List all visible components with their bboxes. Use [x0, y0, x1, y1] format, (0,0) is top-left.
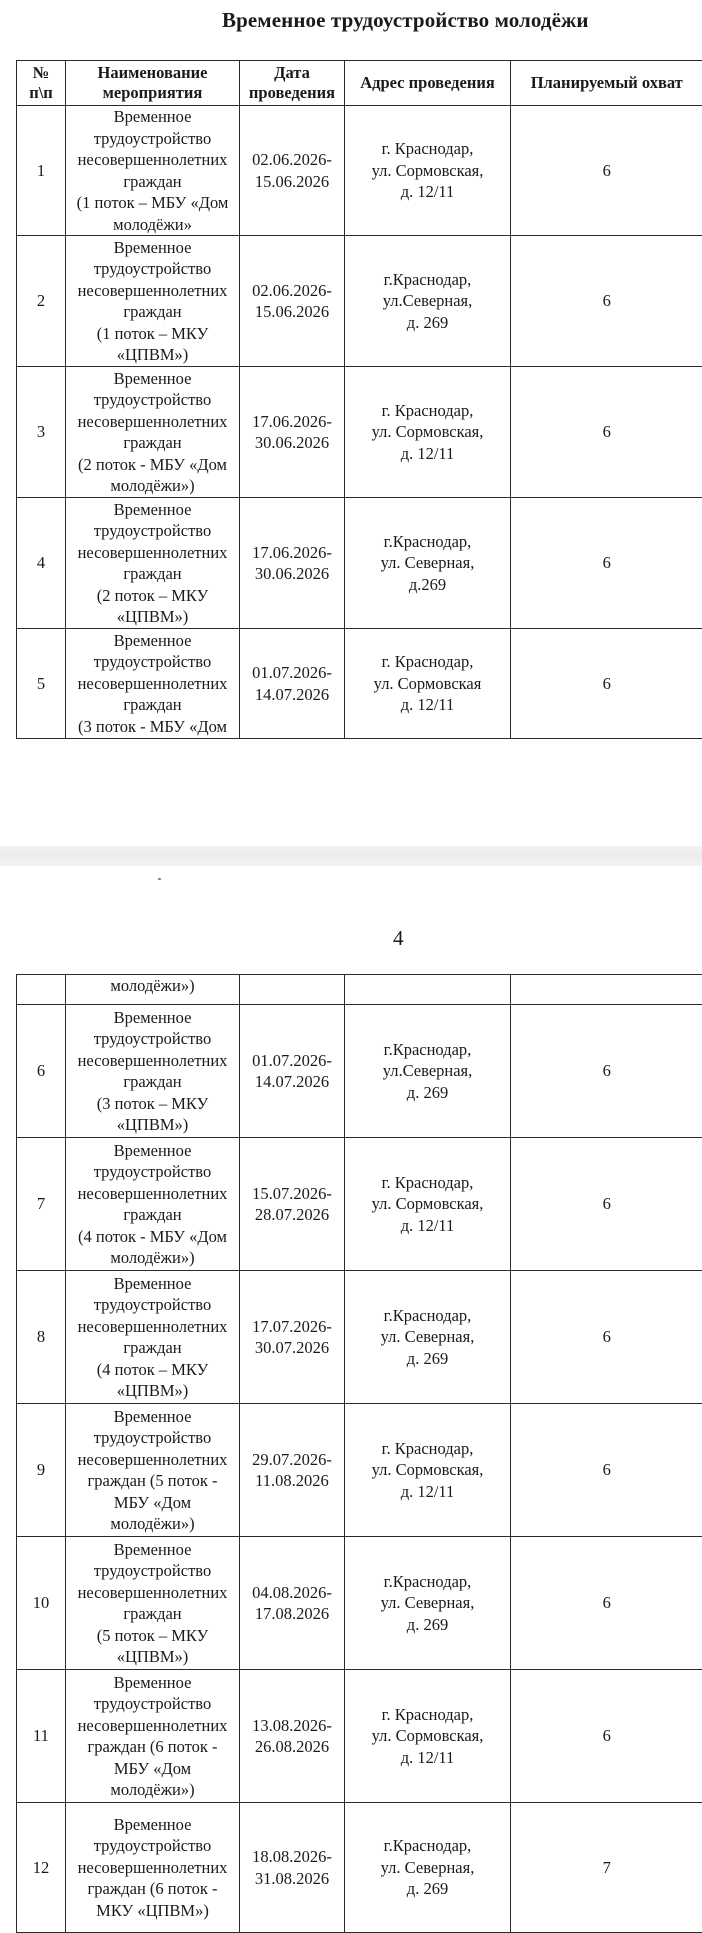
cell-number — [17, 1670, 66, 1803]
cell-address-line: г. Краснодар, — [382, 1705, 474, 1724]
cell-planned-coverage-value: 6 — [603, 291, 611, 310]
cell-name-line: граждан (5 поток - — [87, 1471, 217, 1490]
cell-date-line: 31.08.2026 — [255, 1869, 329, 1888]
cell-date — [240, 1404, 345, 1537]
cell-planned-coverage — [511, 367, 702, 498]
cell-date — [240, 1670, 345, 1803]
cell-name-line: граждан — [123, 302, 181, 321]
cell-name-line: граждан — [123, 1205, 181, 1224]
cell-address-line: д. 269 — [407, 313, 448, 332]
cell-number-value: 12 — [33, 1858, 50, 1877]
cell-name — [66, 1537, 240, 1670]
events-table-page-2 — [16, 974, 702, 1933]
cell-address-line: ул. Северная, — [381, 553, 475, 572]
cell-planned-coverage — [511, 1271, 702, 1404]
cell-address — [345, 1537, 511, 1670]
cell-name-line: Временное — [114, 1815, 192, 1834]
cell-name-line: «ЦПВМ») — [117, 1647, 189, 1666]
cell-name-line: (4 поток – МКУ — [97, 1360, 209, 1379]
cell-number-value: 9 — [37, 1460, 45, 1479]
header-number: № п\п — [17, 61, 66, 106]
cell-name — [66, 1138, 240, 1271]
cell-name — [66, 1271, 240, 1404]
cell-name — [66, 629, 240, 739]
cell-address-line: д. 12/11 — [401, 1748, 455, 1767]
cell-date-line: 01.07.2026- — [252, 663, 332, 682]
cell-name-line: граждан — [123, 172, 181, 191]
cell-address-line: ул. Сормовская, — [372, 1726, 484, 1745]
cell-name-line: несовершеннолетних — [78, 1317, 228, 1336]
cell-name-line: (4 поток - МБУ «Дом — [78, 1227, 227, 1246]
cell-address-line: ул. Сормовская, — [372, 161, 484, 180]
cell-number-value: 8 — [37, 1327, 45, 1346]
cell-name-line: (1 поток – МБУ «Дом — [77, 193, 229, 212]
cell-number — [17, 236, 66, 367]
cell-date-line: 17.06.2026- — [252, 543, 332, 562]
cell-date-line: 30.06.2026 — [255, 433, 329, 452]
cell-name-line: трудоустройство — [94, 1029, 211, 1048]
cell-address-line: д. 12/11 — [401, 444, 455, 463]
cell-address-line: ул. Сормовская, — [372, 422, 484, 441]
table-row — [17, 1404, 702, 1537]
cell-name-line: трудоустройство — [94, 1162, 211, 1181]
table-row — [17, 1138, 702, 1271]
cell-name-line: Временное — [114, 500, 192, 519]
cell-address — [345, 629, 511, 739]
cell-date-line: 04.08.2026- — [252, 1583, 332, 1602]
cell-name-line: «ЦПВМ») — [117, 1381, 189, 1400]
cell-name-line: граждан — [123, 1604, 181, 1623]
cell-name-line: несовершеннолетних — [78, 1583, 228, 1602]
cell-date-line: 02.06.2026- — [252, 281, 332, 300]
cell-address-line: д. 269 — [407, 1083, 448, 1102]
cell-planned-coverage — [511, 106, 702, 236]
scan-speck — [158, 878, 161, 880]
cell-planned-coverage-value: 6 — [603, 1726, 611, 1745]
cell-name-line: (2 поток – МКУ — [97, 586, 209, 605]
header-planned-coverage: Планируемый охват — [511, 61, 702, 106]
cell-name — [66, 1404, 240, 1537]
cell-address-line: г.Краснодар, — [384, 1040, 472, 1059]
cell-number-value: 2 — [37, 291, 45, 310]
cell-number — [17, 106, 66, 236]
cell-address — [345, 106, 511, 236]
cell-date — [240, 1803, 345, 1933]
cell-date — [240, 106, 345, 236]
cell-number — [17, 975, 66, 1005]
cell-date-line: 28.07.2026 — [255, 1205, 329, 1224]
cell-planned-coverage-value: 6 — [603, 1194, 611, 1213]
cell-name-line: несовершеннолетних — [78, 1716, 228, 1735]
cell-date-line: 30.06.2026 — [255, 564, 329, 583]
cell-name — [66, 236, 240, 367]
cell-name-line: (3 поток – МКУ — [97, 1094, 209, 1113]
cell-planned-coverage — [511, 498, 702, 629]
cell-name-line: Временное — [114, 1008, 192, 1027]
cell-address-line: ул. Северная, — [381, 1327, 475, 1346]
cell-date-line: 18.08.2026- — [252, 1847, 332, 1866]
cell-name-line: трудоустройство — [94, 1428, 211, 1447]
cell-number — [17, 1138, 66, 1271]
cell-planned-coverage — [511, 1803, 702, 1933]
cell-number-value: 6 — [37, 1061, 45, 1080]
cell-date-line: 15.06.2026 — [255, 302, 329, 321]
cell-address — [345, 1404, 511, 1537]
cell-name-line: (3 поток - МБУ «Дом — [78, 717, 227, 736]
cell-address-line: г. Краснодар, — [382, 652, 474, 671]
cell-name-line: несовершеннолетних — [78, 1184, 228, 1203]
cell-address-line: ул.Северная, — [383, 291, 473, 310]
cell-name-line: молодёжи») — [110, 1514, 194, 1533]
table-row — [17, 1670, 702, 1803]
cell-name-line: Временное — [114, 1141, 192, 1160]
cell-name-line: МКУ «ЦПВМ») — [96, 1901, 209, 1920]
cell-name-line: граждан (6 поток - — [87, 1879, 217, 1898]
cell-date — [240, 1005, 345, 1138]
cell-name-line: Временное — [114, 1540, 192, 1559]
cell-name-line: молодёжи» — [113, 215, 192, 234]
cell-planned-coverage-value: 7 — [603, 1858, 611, 1877]
cell-name-line: Временное — [114, 369, 192, 388]
cell-date-line: 17.08.2026 — [255, 1604, 329, 1623]
cell-address-line: д. 269 — [407, 1879, 448, 1898]
cell-name-line: граждан — [123, 1072, 181, 1091]
cell-date-line: 26.08.2026 — [255, 1737, 329, 1756]
cell-number — [17, 1271, 66, 1404]
cell-name-line: молодёжи») — [110, 1248, 194, 1267]
cell-date — [240, 1537, 345, 1670]
cell-address-line: ул.Северная, — [383, 1061, 473, 1080]
cell-planned-coverage — [511, 1005, 702, 1138]
cell-name-line: Временное — [114, 1407, 192, 1426]
header-address: Адрес проведения — [345, 61, 511, 106]
cell-address-line: ул. Северная, — [381, 1858, 475, 1877]
table-row — [17, 498, 702, 629]
page-gap — [0, 846, 702, 866]
cell-date — [240, 367, 345, 498]
events-table-page-1 — [16, 60, 702, 739]
cell-date-line: 30.07.2026 — [255, 1338, 329, 1357]
cell-planned-coverage-value: 6 — [603, 161, 611, 180]
cell-address-line: г.Краснодар, — [384, 270, 472, 289]
cell-address-line: г. Краснодар, — [382, 139, 474, 158]
cell-date-line: 14.07.2026 — [255, 685, 329, 704]
cell-number — [17, 367, 66, 498]
cell-address-line: ул. Сормовская — [374, 674, 482, 693]
cell-name-line: Временное — [114, 631, 192, 650]
cell-planned-coverage — [511, 629, 702, 739]
cell-address — [345, 1271, 511, 1404]
cell-address-line: г.Краснодар, — [384, 1572, 472, 1591]
cell-date-line: 01.07.2026- — [252, 1051, 332, 1070]
cell-date-line: 11.08.2026 — [255, 1471, 329, 1490]
cell-address-line: д. 12/11 — [401, 182, 455, 201]
cell-number — [17, 1537, 66, 1670]
cell-address — [345, 975, 511, 1005]
cell-date-line: 15.07.2026- — [252, 1184, 332, 1203]
cell-name-line: (5 поток – МКУ — [97, 1626, 209, 1645]
cell-date-line: 15.06.2026 — [255, 172, 329, 191]
cell-address-line: г. Краснодар, — [382, 401, 474, 420]
cell-address-line: г.Краснодар, — [384, 532, 472, 551]
table-row — [17, 629, 702, 739]
document-title: Временное трудоустройство молодёжи — [222, 8, 682, 33]
cell-number — [17, 629, 66, 739]
cell-planned-coverage-value: 6 — [603, 1061, 611, 1080]
cell-name-line: трудоустройство — [94, 1295, 211, 1314]
cell-address-line: г. Краснодар, — [382, 1439, 474, 1458]
cell-name-line: «ЦПВМ») — [117, 607, 189, 626]
table-row — [17, 1537, 702, 1670]
cell-date-line: 13.08.2026- — [252, 1716, 332, 1735]
cell-address-line: г.Краснодар, — [384, 1306, 472, 1325]
cell-address-line: д. 269 — [407, 1349, 448, 1368]
cell-name-line: несовершеннолетних — [78, 150, 228, 169]
header-date: Дата проведения — [240, 61, 345, 106]
cell-name-line: несовершеннолетних — [78, 1858, 228, 1877]
cell-number-value: 10 — [33, 1593, 50, 1612]
cell-name-line: граждан — [123, 564, 181, 583]
cell-address-line: д. 269 — [407, 1615, 448, 1634]
cell-name-line: граждан — [123, 695, 181, 714]
cell-name-line: трудоустройство — [94, 1836, 211, 1855]
cell-number-value: 3 — [37, 422, 45, 441]
cell-name-line: трудоустройство — [94, 259, 211, 278]
cell-name — [66, 1670, 240, 1803]
table-row — [17, 236, 702, 367]
cell-name-line: молодёжи») — [110, 476, 194, 495]
table-row — [17, 106, 702, 236]
cell-address-line: д. 12/11 — [401, 695, 455, 714]
cell-name-line: (1 поток – МКУ — [97, 324, 209, 343]
table-row — [17, 1803, 702, 1933]
cell-name-line: несовершеннолетних — [78, 412, 228, 431]
table-row — [17, 367, 702, 498]
cell-name — [66, 1803, 240, 1933]
table-header-row — [17, 61, 702, 106]
cell-name-line: «ЦПВМ») — [117, 345, 189, 364]
cell-name — [66, 106, 240, 236]
page-number: 4 — [393, 926, 404, 951]
cell-planned-coverage — [511, 1404, 702, 1537]
cell-name-line: трудоустройство — [94, 1694, 211, 1713]
cell-name: молодёжи») — [66, 975, 240, 1005]
cell-name-line: Временное — [114, 1673, 192, 1692]
cell-planned-coverage-value: 6 — [603, 1593, 611, 1612]
header-name: Наименование мероприятия — [66, 61, 240, 106]
cell-name-line: граждан — [123, 1338, 181, 1357]
cell-date-line: 29.07.2026- — [252, 1450, 332, 1469]
cell-date — [240, 498, 345, 629]
cell-address-line: г. Краснодар, — [382, 1173, 474, 1192]
cell-address-line: ул. Сормовская, — [372, 1460, 484, 1479]
cell-date-line: 02.06.2026- — [252, 150, 332, 169]
cell-address — [345, 1005, 511, 1138]
cell-name-line: Временное — [114, 107, 192, 126]
cell-date — [240, 1138, 345, 1271]
cell-planned-coverage-value: 6 — [603, 553, 611, 572]
cell-address — [345, 236, 511, 367]
cell-number-value: 7 — [37, 1194, 45, 1213]
cell-number — [17, 1404, 66, 1537]
cell-name-line: трудоустройство — [94, 129, 211, 148]
cell-name-line: МБУ «Дом — [114, 1759, 191, 1778]
cell-number — [17, 1803, 66, 1933]
cell-number — [17, 1005, 66, 1138]
cell-address — [345, 1803, 511, 1933]
cell-address — [345, 498, 511, 629]
cell-planned-coverage — [511, 1670, 702, 1803]
cell-date — [240, 629, 345, 739]
cell-name-line: (2 поток - МБУ «Дом — [78, 455, 227, 474]
cell-name-line: несовершеннолетних — [78, 674, 228, 693]
cell-address-line: д. 12/11 — [401, 1482, 455, 1501]
cell-name-line: Временное — [114, 238, 192, 257]
cell-planned-coverage — [511, 236, 702, 367]
cell-name-line: «ЦПВМ») — [117, 1115, 189, 1134]
cell-number-value: 11 — [33, 1726, 49, 1745]
cell-name-line: несовершеннолетних — [78, 1051, 228, 1070]
cell-planned-coverage — [511, 975, 702, 1005]
cell-address-line: г.Краснодар, — [384, 1836, 472, 1855]
cell-address-line: ул. Северная, — [381, 1593, 475, 1612]
cell-number-value: 4 — [37, 553, 45, 572]
cell-address — [345, 1138, 511, 1271]
cell-name-line: молодёжи») — [110, 1780, 194, 1799]
cell-planned-coverage-value: 6 — [603, 1327, 611, 1346]
cell-address-line: д.269 — [409, 575, 446, 594]
cell-name-line: несовершеннолетних — [78, 1450, 228, 1469]
cell-date-line: 14.07.2026 — [255, 1072, 329, 1091]
cell-name-line: несовершеннолетних — [78, 281, 228, 300]
cell-name — [66, 1005, 240, 1138]
table-row — [17, 1271, 702, 1404]
cell-name-line: МБУ «Дом — [114, 1493, 191, 1512]
cell-name-line: трудоустройство — [94, 390, 211, 409]
cell-planned-coverage-value: 6 — [603, 1460, 611, 1479]
cell-address — [345, 367, 511, 498]
continuation-row — [17, 975, 702, 1005]
cell-address — [345, 1670, 511, 1803]
table-row — [17, 1005, 702, 1138]
cell-name-line: несовершеннолетних — [78, 543, 228, 562]
cell-name-line: трудоустройство — [94, 521, 211, 540]
cell-date — [240, 236, 345, 367]
cell-planned-coverage — [511, 1138, 702, 1271]
cell-planned-coverage — [511, 1537, 702, 1670]
cell-name-line: граждан — [123, 433, 181, 452]
cell-name-line: трудоустройство — [94, 1561, 211, 1580]
cell-date — [240, 1271, 345, 1404]
cell-planned-coverage-value: 6 — [603, 422, 611, 441]
cell-address-line: ул. Сормовская, — [372, 1194, 484, 1213]
cell-planned-coverage-value: 6 — [603, 674, 611, 693]
cell-name-line: Временное — [114, 1274, 192, 1293]
cell-date — [240, 975, 345, 1005]
cell-name — [66, 498, 240, 629]
cell-name-line: трудоустройство — [94, 652, 211, 671]
cell-number-value: 5 — [37, 674, 45, 693]
cell-date-line: 17.07.2026- — [252, 1317, 332, 1336]
cell-number-value: 1 — [37, 161, 45, 180]
cell-name-line: граждан (6 поток - — [87, 1737, 217, 1756]
cell-name — [66, 367, 240, 498]
cell-address-line: д. 12/11 — [401, 1216, 455, 1235]
cell-date-line: 17.06.2026- — [252, 412, 332, 431]
cell-number — [17, 498, 66, 629]
